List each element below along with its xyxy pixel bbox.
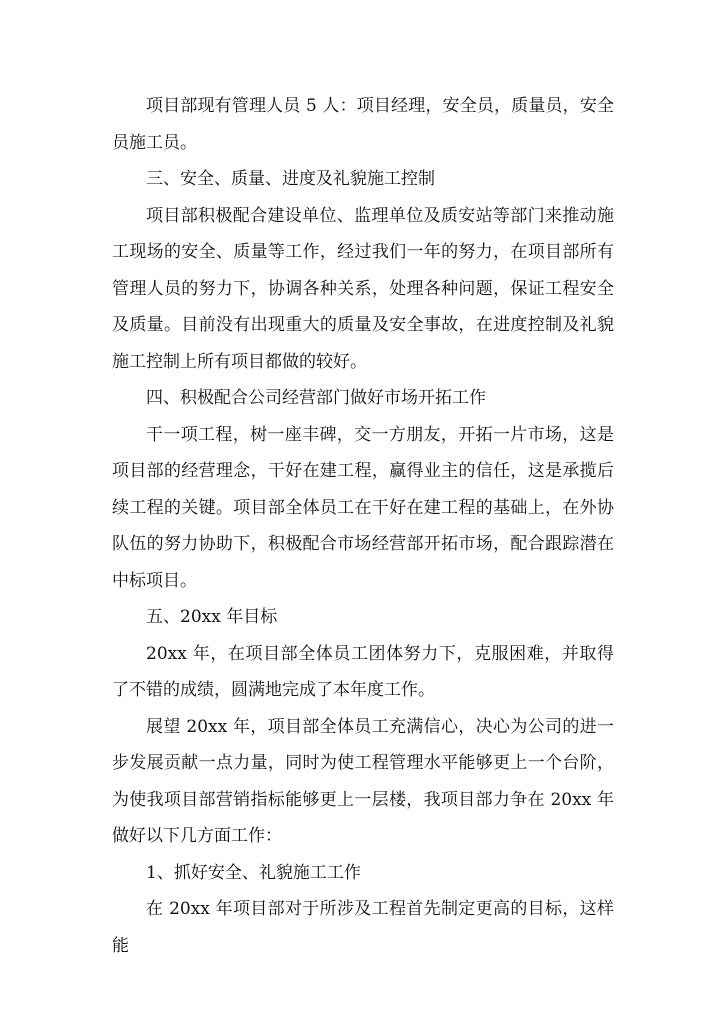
paragraph-goals: 在 20xx 年项目部对于所涉及工程首先制定更高的目标，这样能: [112, 899, 614, 956]
section-heading-5: 五、20xx 年目标: [146, 607, 278, 627]
paragraph-year-summary: 20xx 年，在项目部全体员工团体努力下，克服困难，并取得了不错的成绩，圆满地完成了本年度工作。: [112, 643, 614, 700]
paragraph-outlook: 展望 20xx 年，项目部全体员工充满信心，决心为公司的进一步发展贡献一点力量，同时为使工程管理水平能够更上一个台阶，为使我项目部营销指标能够更上一层楼，我项目部力争在 20xx 年做好以下几方面工作：: [112, 716, 614, 846]
document-body: [112, 88, 614, 964]
paragraph-safety-quality: 项目部积极配合建设单位、监理单位及质安站等部门来推动施工现场的安全、质量等工作，经过我们一年的努力，在项目部所有管理人员的努力下，协调各种关系，处理各种问题，保证工程安全及质量。目前没有出现重大的质量及安全事故，在进度控制及礼貌施工控制上所有项目都做的较好。: [112, 205, 614, 372]
section-heading-4: 四、积极配合公司经营部门做好市场开拓工作: [146, 388, 486, 408]
paragraph-market: 干一项工程，树一座丰碑，交一方朋友，开拓一片市场，这是项目部的经营理念，干好在建工程，赢得业主的信任，这是承揽后续工程的关键。项目部全体员工在干好在建工程的基础上，在外协队伍的努力协助下，积极配合市场经营部开拓市场，配合跟踪潜在中标项目。: [112, 424, 614, 591]
paragraph-staff: 项目部现有管理人员 5 人：项目经理，安全员，质量员，安全员施工员。: [112, 96, 614, 153]
subsection-heading-1: 1、抓好安全、礼貌施工工作: [146, 862, 361, 883]
section-heading-3: 三、安全、质量、进度及礼貌施工控制: [146, 169, 435, 189]
